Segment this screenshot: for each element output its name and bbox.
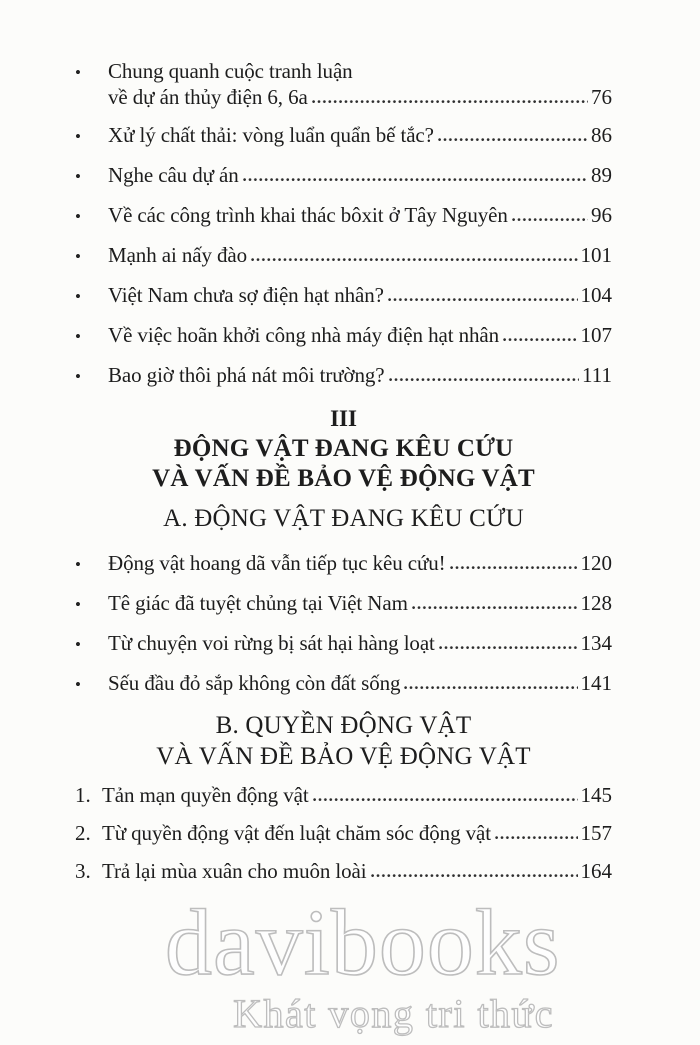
toc-entry-line2	[108, 84, 612, 110]
page-number: 89	[591, 163, 612, 187]
bullet-icon: •	[75, 327, 81, 346]
section-title-line1: ĐỘNG VẬT ĐANG KÊU CỨU	[173, 435, 514, 462]
dot-leader	[404, 685, 577, 690]
dot-leader	[243, 177, 588, 182]
toc-entry-lines	[108, 58, 612, 110]
watermark-brand: davibooks	[165, 891, 561, 995]
toc-entry-title: Trả lại mùa xuân cho muôn loài	[102, 859, 367, 883]
page-number: 76	[591, 85, 612, 109]
dot-leader	[450, 565, 578, 570]
toc-entry-title: Tê giác đã tuyệt chủng tại Việt Nam	[108, 591, 408, 615]
toc-entry-title: Việt Nam chưa sợ điện hạt nhân?	[108, 283, 384, 307]
toc-entry	[75, 550, 612, 578]
page-number: 111	[582, 363, 612, 387]
entry-number: 3.	[75, 859, 91, 883]
toc-entry-title: Về các công trình khai thác bôxit ở Tây Nguyên	[108, 203, 508, 227]
entry-number: 2.	[75, 821, 91, 845]
toc-entry	[75, 282, 612, 310]
page-number: 96	[591, 203, 612, 227]
dot-leader	[439, 645, 578, 650]
toc-entry	[75, 820, 612, 846]
page-number: 145	[580, 783, 612, 807]
toc-entry-title-continued: về dự án thủy điện 6, 6a	[108, 85, 308, 109]
dot-leader	[371, 873, 578, 878]
bullet-icon: •	[75, 167, 81, 186]
toc-entry-title: Chung quanh cuộc tranh luận	[108, 59, 353, 83]
section-number: III	[330, 406, 357, 431]
dot-leader	[512, 217, 588, 222]
toc-entry-title: Xử lý chất thải: vòng luẩn quẩn bế tắc?	[108, 123, 434, 147]
page-number: 134	[580, 631, 612, 655]
subsection-b-heading	[75, 710, 612, 772]
section-heading	[75, 404, 612, 494]
entry-number: 1.	[75, 783, 91, 807]
dot-leader	[495, 835, 578, 840]
bullet-icon: •	[75, 287, 81, 306]
dot-leader	[313, 797, 578, 802]
page-number: 104	[580, 283, 612, 307]
toc-entry	[75, 630, 612, 658]
toc-entry	[75, 590, 612, 618]
section-title-line2: VÀ VẤN ĐỀ BẢO VỆ ĐỘNG VẬT	[152, 465, 535, 492]
dot-leader	[389, 377, 580, 382]
bullet-icon: •	[75, 247, 81, 266]
toc-entry-title: Từ chuyện voi rừng bị sát hại hàng loạt	[108, 631, 435, 655]
bullet-icon: •	[75, 675, 81, 694]
bullet-icon: •	[75, 595, 81, 614]
dot-leader	[412, 605, 578, 610]
toc-entry	[75, 122, 612, 150]
toc-entry-title: Tản mạn quyền động vật	[102, 783, 309, 807]
table-of-contents	[75, 58, 612, 896]
toc-entry-title: Về việc hoãn khởi công nhà máy điện hạt nhân	[108, 323, 500, 347]
dot-leader	[312, 99, 588, 104]
bullet-icon: •	[75, 555, 81, 574]
dot-leader	[438, 137, 588, 142]
bullet-icon: •	[75, 127, 81, 146]
bullet-icon: •	[75, 207, 81, 226]
toc-entry-title: Bao giờ thôi phá nát môi trường?	[108, 363, 385, 387]
page-number: 101	[580, 243, 612, 267]
toc-entry-title: Mạnh ai nấy đào	[108, 243, 248, 267]
toc-entry	[75, 670, 612, 698]
toc-entry-title: Động vật hoang dã vẫn tiếp tục kêu cứu!	[108, 551, 446, 575]
bullet-icon: •	[75, 367, 81, 386]
toc-entry	[75, 58, 612, 110]
toc-entry	[75, 242, 612, 270]
subsection-b-heading-line2: VÀ VẤN ĐỀ BẢO VỆ ĐỘNG VẬT	[156, 743, 531, 770]
bullet-icon: •	[75, 63, 81, 82]
page-number: 128	[580, 591, 612, 615]
dot-leader	[503, 337, 577, 342]
dot-leader	[251, 257, 577, 262]
subsection-a-heading: A. ĐỘNG VẬT ĐANG KÊU CỨU	[163, 505, 524, 532]
bullet-icon: •	[75, 635, 81, 654]
toc-entry	[75, 202, 612, 230]
page-number: 120	[580, 551, 612, 575]
page-number: 86	[591, 123, 612, 147]
toc-entry-title: Nghe câu dự án	[108, 163, 239, 187]
toc-entry	[75, 858, 612, 884]
watermark-tagline: Khát vọng tri thức	[233, 991, 554, 1036]
toc-entry-title: Sếu đầu đỏ sắp không còn đất sống	[108, 671, 401, 695]
page-number: 157	[580, 821, 612, 845]
page-number: 164	[580, 859, 612, 883]
toc-entry	[75, 782, 612, 808]
toc-entry	[75, 362, 612, 390]
page-number: 107	[580, 323, 612, 347]
page-number: 141	[580, 671, 612, 695]
toc-entry-title: Từ quyền động vật đến luật chăm sóc động vật	[102, 821, 491, 845]
toc-entry	[75, 322, 612, 350]
dot-leader	[388, 297, 578, 302]
subsection-b-heading-line1: B. QUYỀN ĐỘNG VẬT	[215, 712, 472, 739]
toc-entry	[75, 162, 612, 190]
